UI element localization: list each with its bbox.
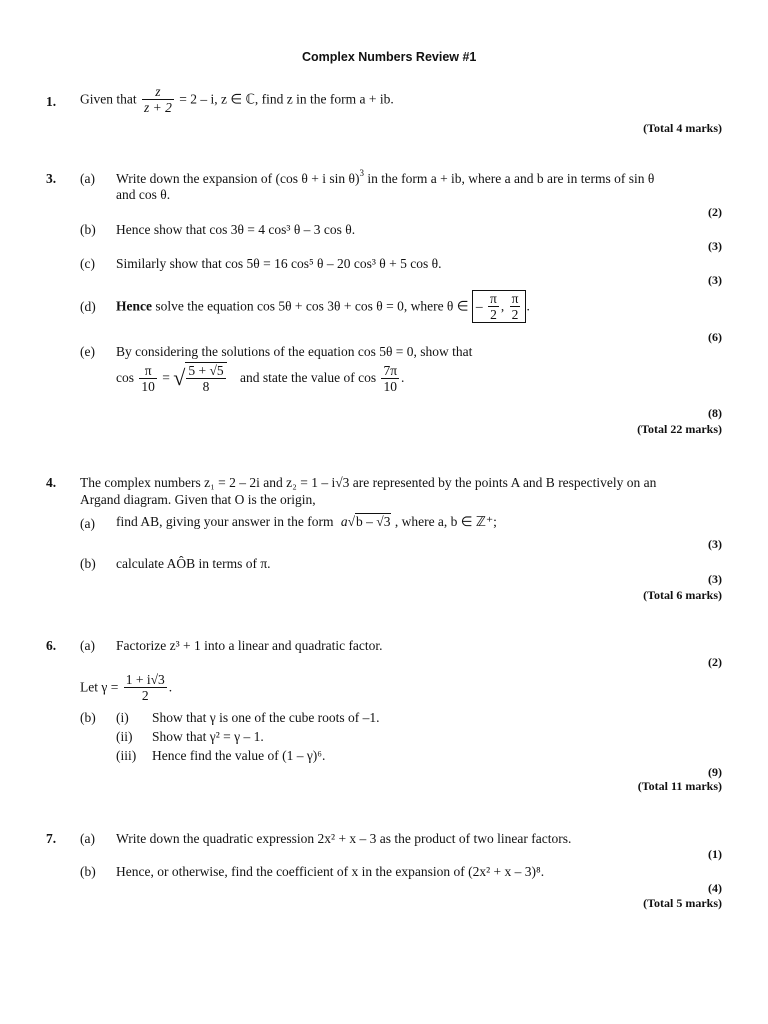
q3-e-pi: π [139,363,157,379]
q3-d-int-num-1: π [490,291,497,306]
q6-bi-text: Show that γ is one of the cube roots of –1. [152,710,380,725]
q3-d-body: solve the equation cos 5θ + cos 3θ + cos θ = 0, where θ ∈ [152,298,469,314]
q6-let-text: Let γ = [80,679,119,695]
q6-a-text: Factorize z³ + 1 into a linear and quadratic factor. [116,638,383,653]
q4-b-text: calculate AÔB in terms of π. [116,556,271,571]
q3-c-label: (c) [80,256,95,271]
q3-c-marks: (3) [708,273,722,287]
q7-b-marks: (4) [708,881,722,895]
q1-fraction [142,84,174,115]
q7-b-text: Hence, or otherwise, find the coefficient of x in the expansion of (2x² + x – 3)⁸. [116,864,545,879]
q3-e-7pi: 7π [383,362,398,378]
question-4-number: 4. [46,475,57,490]
q4-a-label: (a) [80,516,95,531]
q3-a-text-1: Write down the expansion of (cos θ + i sin θ) [116,171,360,186]
q1-given: Given that [80,91,137,107]
q3-d-bold: Hence [116,298,152,314]
q3-d-text: Hence solve the equation cos 5θ + cos 3θ + cos θ = 0, where θ ∈ – $\frac{\pi}{2}$ , $\frac{\pi}{2}$ . [116,291,530,322]
q1-frac-num: z [142,84,174,100]
q6-b-label: (b) [80,710,96,725]
q3-d-int-den-2: 2 [511,307,519,322]
q3-c-text: Similarly show that cos 5θ = 16 cos⁵ θ – 20 cos³ θ + 5 cos θ. [116,256,442,271]
q3-a-label: (a) [80,171,95,186]
q3-e-root-den: 8 [202,379,210,394]
q3-e-root-num: 5 + √5 [188,363,224,378]
q3-e-sqrt: √ $\frac{5 + √5}{8}$ [173,362,228,394]
q1-frac-den: z + 2 [144,100,172,115]
q3-d-int-num-2: π [511,291,519,306]
question-6-total: (Total 11 marks) [637,779,722,793]
q7-a-label: (a) [80,831,95,846]
q7-a-text: Write down the quadratic expression 2x² + x – 3 as the product of two linear factors. [116,831,572,846]
q4-a-form-root: b – √3 [356,514,391,529]
question-7-total: (Total 5 marks) [643,896,722,910]
q3-a-marks: (2) [708,205,722,219]
q3-a-text-2: in the form a + ib, where a and b are in terms of sin θ [363,171,655,186]
page-title: Complex Numbers Review #1 [302,50,477,64]
q4-line-1: The complex numbers z₁ = 2 – 2i and z₂ = 1 – i√3 are represented by the points A and B respectively on an [80,475,657,490]
q3-d-marks: (6) [708,330,722,344]
q1-rest: = 2 – i, z ∈ ℂ, find z in the form a + ib. [179,91,394,107]
q3-b-text: Hence show that cos 3θ = 4 cos³ θ – 3 cos θ. [116,222,356,237]
q3-d-label: (d) [80,299,96,314]
q6-bii-label: (ii) [116,729,133,744]
q4-a-body: find AB, giving your answer in the form [116,514,334,529]
question-6-number: 6. [46,638,57,653]
q7-a-marks: (1) [708,847,722,861]
q4-a-tail: , where a, b ∈ ℤ⁺; [394,514,497,529]
q3-e-ten: 10 [141,378,155,394]
q4-line-2: Argand diagram. Given that O is the origin, [80,492,316,507]
q4-a-text: find AB, giving your answer in the form a√b – √3 , where a, b ∈ ℤ⁺; [116,514,497,529]
q6-biii-text: Hence find the value of (1 – γ)⁶. [152,748,326,763]
q6-b-marks: (9) [708,765,722,779]
q3-a-text-3: and cos θ. [116,187,171,202]
question-3-total: (Total 22 marks) [637,422,722,436]
q3-e-text: By considering the solutions of the equation cos 5θ = 0, show that [116,344,473,359]
q3-a-sup: 3 [359,168,364,178]
q6-let: Let γ = $\frac{1 + i√3}{2}$ . [80,672,173,703]
q3-b-marks: (3) [708,239,722,253]
q7-b-label: (b) [80,864,96,879]
q4-a-form-a: a [340,514,348,529]
q3-d-int-den-1: 2 [490,307,497,322]
question-4-total: (Total 6 marks) [643,588,722,602]
q3-e-ten2: 10 [383,378,397,394]
q4-b-marks: (3) [708,572,722,586]
q4-b-label: (b) [80,556,96,571]
question-3-number: 3. [46,171,57,186]
q6-a-label: (a) [80,638,95,653]
question-1-total: (Total 4 marks) [643,121,722,135]
q3-e-cos: cos [116,370,134,385]
q6-a-marks: (2) [708,655,722,669]
q4-a-marks: (3) [708,537,722,551]
question-7-number: 7. [46,831,57,846]
q3-d-interval: – $\frac{\pi}{2}$ , $\frac{\pi}{2}$ [472,290,527,323]
q6-let-den: 2 [141,688,149,703]
q3-e-state: and state the value of [239,370,355,385]
q6-biii-label: (iii) [116,748,137,763]
q6-bi-label: (i) [116,710,129,725]
q3-e-marks: (8) [708,406,722,420]
q3-e-label: (e) [80,344,95,359]
q6-let-num: 1 + i√3 [125,672,165,687]
q3-b-label: (b) [80,222,96,237]
q6-bii-text: Show that γ² = γ – 1. [152,729,264,744]
q3-a-text [116,168,655,187]
q3-e-eq: = [162,370,170,385]
question-1-number: 1. [46,94,57,109]
q3-e-cos2: cos [358,370,377,385]
question-1-text [80,84,394,115]
q3-e-formula: cos $\frac{\pi}{10}$ = √ $\frac{5 + √5}{8}$ and state the value of cos $\frac{7\pi}{10}$ . [116,362,405,394]
